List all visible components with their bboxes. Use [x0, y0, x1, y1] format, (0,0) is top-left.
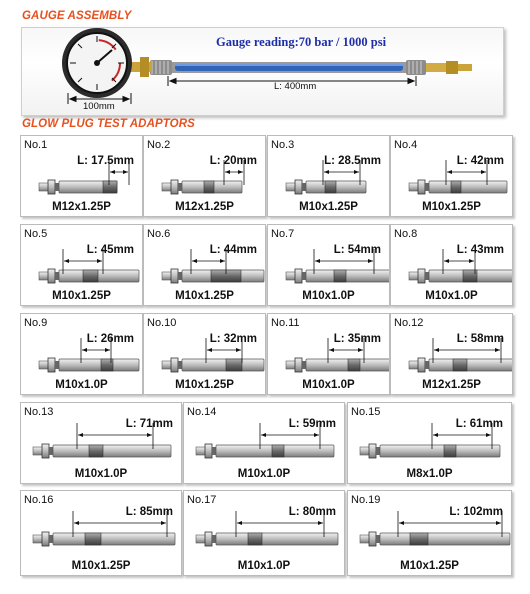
adaptor-thread: M10x1.25P: [175, 290, 234, 302]
adaptor-card: [143, 135, 266, 217]
adaptor-thread: M10x1.0P: [425, 290, 478, 302]
adaptor-number: No.5: [24, 228, 48, 240]
adaptor-number: No.11: [271, 317, 300, 329]
adaptor-body: [39, 358, 139, 372]
adaptor-thread: M10x1.0P: [237, 468, 291, 480]
adaptors-section-title: GLOW PLUG TEST ADAPTORS: [22, 118, 195, 130]
adaptor-length: L: 26mm: [86, 333, 134, 345]
adaptor-body: [286, 180, 366, 194]
adaptor-card: [267, 313, 390, 395]
adaptor-length: L: 43mm: [456, 244, 504, 256]
adaptor-thread: M12x1.25P: [52, 201, 111, 213]
adaptor-length: L: 61mm: [455, 418, 503, 430]
adaptor-thread: M12x1.25P: [422, 379, 481, 391]
adaptor-body: [196, 532, 338, 546]
adaptor-body: [39, 180, 117, 194]
adaptor-length: L: 45mm: [86, 244, 134, 256]
adaptor-number: No.9: [24, 317, 48, 329]
adaptor-number: No.3: [271, 139, 295, 151]
adaptor-length: L: 35mm: [333, 333, 381, 345]
adaptor-length: L: 28.5mm: [324, 155, 381, 167]
adaptor-length: L: 80mm: [288, 506, 336, 518]
adaptor-length: L: 54mm: [333, 244, 381, 256]
adaptor-thread: M10x1.0P: [237, 560, 291, 572]
adaptor-thread: M10x1.25P: [400, 560, 459, 572]
adaptor-body: [360, 532, 510, 546]
adaptor-body: [33, 444, 171, 458]
adaptor-number: No.8: [394, 228, 418, 240]
adaptor-body: [409, 358, 512, 372]
adaptor-body: [162, 180, 242, 194]
adaptor-thread: M10x1.0P: [55, 379, 108, 391]
adaptor-length: L: 58mm: [456, 333, 504, 345]
adaptor-number: No.15: [351, 406, 381, 418]
adaptor-thread: M8x1.0P: [406, 468, 453, 480]
adaptor-length: L: 44mm: [209, 244, 257, 256]
adaptor-length: L: 20mm: [209, 155, 257, 167]
adaptor-card: [183, 490, 345, 576]
adaptor-card: [143, 313, 266, 395]
adaptor-body: [162, 358, 264, 372]
adaptor-number: No.19: [351, 494, 381, 506]
gauge-diameter-label: 100mm: [83, 101, 115, 112]
gauge-section-title: GAUGE ASSEMBLY: [22, 10, 132, 22]
hose: [150, 60, 426, 75]
adaptor-thread: M10x1.0P: [302, 290, 355, 302]
adaptor-body: [162, 269, 264, 283]
adaptor-thread: M10x1.0P: [74, 468, 128, 480]
adaptor-thread: M10x1.25P: [299, 201, 358, 213]
adaptor-card: [20, 402, 182, 484]
adaptor-body: [196, 444, 334, 458]
adaptor-card: [20, 224, 143, 306]
adaptor-card: [20, 135, 143, 217]
adaptor-card: [183, 402, 345, 484]
adaptor-body: [286, 269, 389, 283]
adaptor-number: No.14: [187, 406, 217, 418]
adaptor-number: No.12: [394, 317, 424, 329]
adaptor-thread: M10x1.25P: [422, 201, 481, 213]
hose-length-label: L: 400mm: [274, 81, 317, 92]
adaptor-number: No.7: [271, 228, 295, 240]
adaptor-card: [390, 135, 513, 217]
adaptor-card: [390, 313, 513, 395]
adaptor-thread: M10x1.25P: [52, 290, 111, 302]
adaptor-card: [267, 135, 390, 217]
gauge-reading-text: Gauge reading:70 bar / 1000 psi: [216, 35, 387, 49]
adaptor-thread: M12x1.25P: [175, 201, 234, 213]
adaptor-card: [143, 224, 266, 306]
adaptor-card: [20, 313, 143, 395]
adaptor-body: [39, 269, 139, 283]
adaptor-thread: M10x1.25P: [175, 379, 234, 391]
adaptor-body: [409, 269, 512, 283]
pressure-gauge-icon: [62, 28, 132, 98]
adaptor-number: No.1: [24, 139, 48, 151]
adaptor-card: [20, 490, 182, 576]
adaptor-body: [360, 444, 500, 458]
adaptor-body: [286, 358, 389, 372]
adaptor-body: [33, 532, 175, 546]
adaptor-number: No.17: [187, 494, 217, 506]
adaptor-card: [347, 402, 512, 484]
adaptor-length: L: 85mm: [125, 506, 173, 518]
adaptor-body: [409, 180, 507, 194]
adaptor-thread: M10x1.25P: [71, 560, 131, 572]
adaptor-number: No.6: [147, 228, 171, 240]
adaptor-length: L: 17.5mm: [77, 155, 134, 167]
adaptor-number: No.4: [394, 139, 418, 151]
adaptor-length: L: 71mm: [125, 418, 173, 430]
adaptor-length: L: 32mm: [209, 333, 257, 345]
adaptor-card: [347, 490, 512, 576]
adaptor-thread: M10x1.0P: [302, 379, 355, 391]
adaptor-number: No.13: [24, 406, 54, 418]
adaptor-length: L: 102mm: [449, 506, 503, 518]
adaptor-number: No.10: [147, 317, 177, 329]
adaptor-length: L: 59mm: [288, 418, 336, 430]
adaptor-card: [267, 224, 390, 306]
adaptor-number: No.2: [147, 139, 171, 151]
adaptor-number: No.16: [24, 494, 54, 506]
adaptor-length: L: 42mm: [456, 155, 504, 167]
adaptor-card: [390, 224, 513, 306]
